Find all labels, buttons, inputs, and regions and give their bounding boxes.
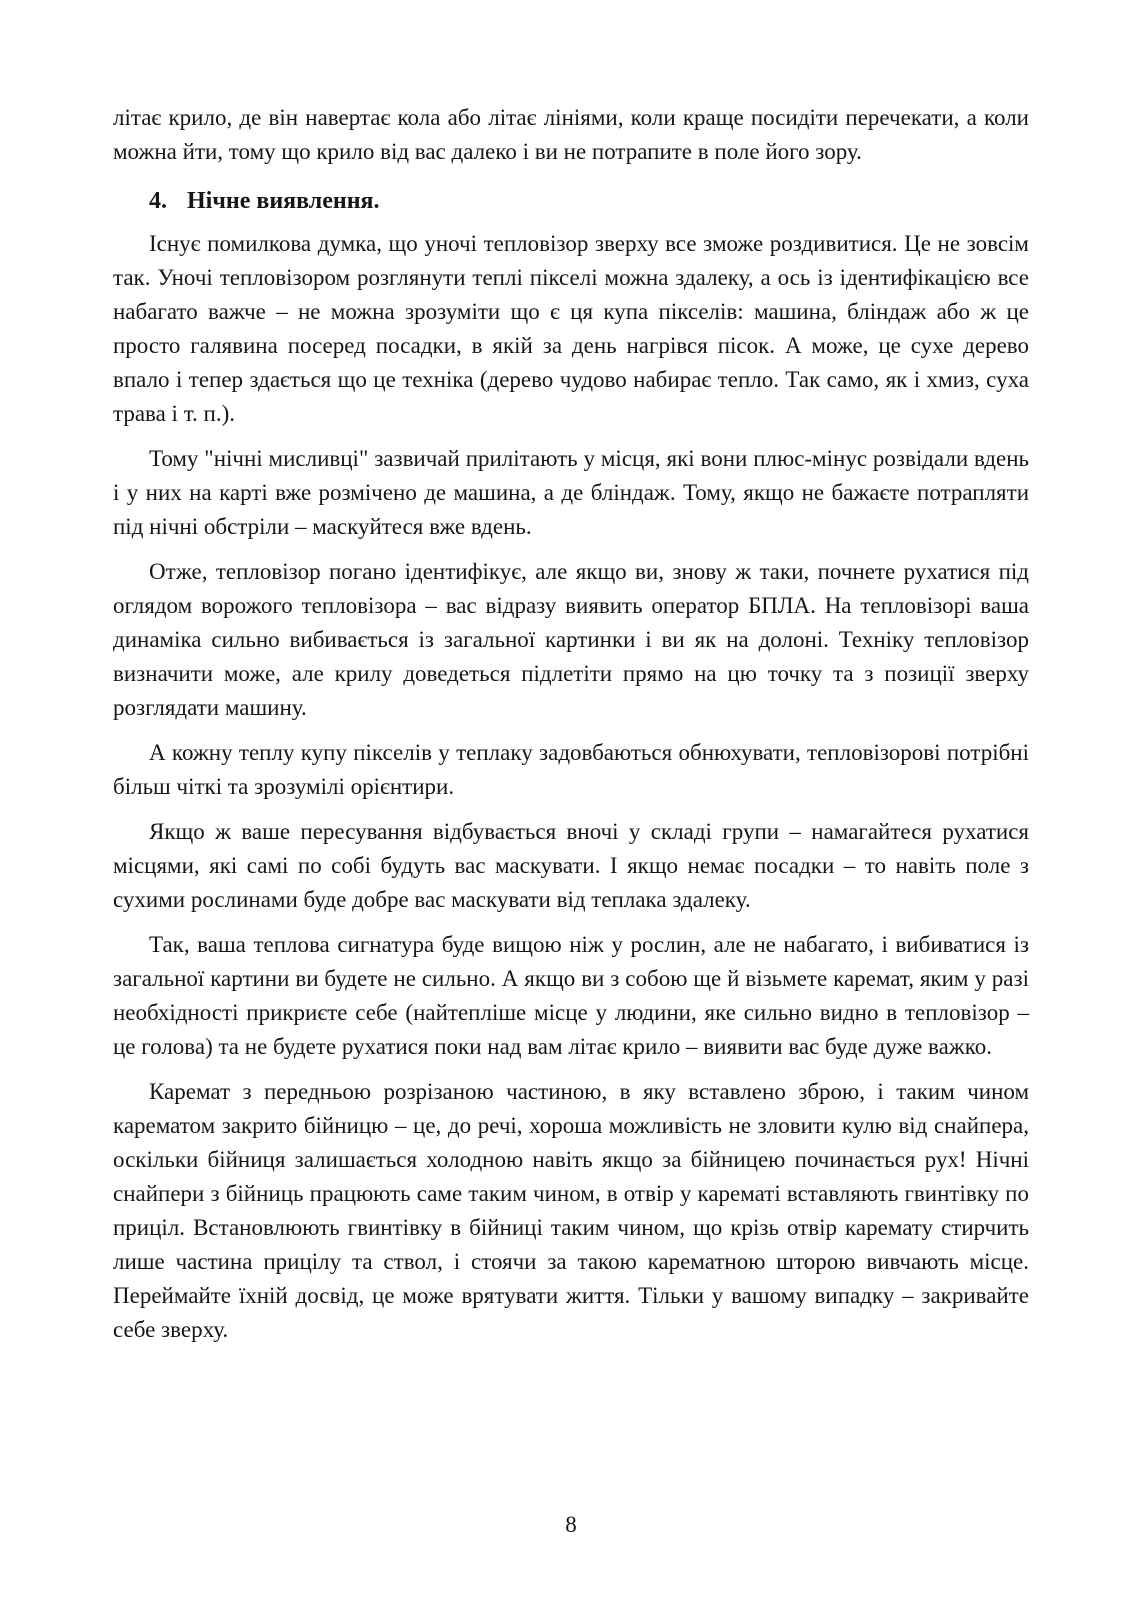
section-title: Нічне виявлення.	[187, 188, 380, 214]
paragraph: Якщо ж ваше пересування відбувається вночі у складі групи – намагайтеся рухатися місцями, які самі по собі будуть вас маскувати. І якщо немає посадки – то навіть поле з сухими рослинами буде добре вас маскувати від теплака здалеку.	[113, 819, 1029, 912]
paragraph: Існує помилкова думка, що уночі тепловізор зверху все зможе роздивитися. Це не зовсім так. Уночі тепловізором розглянути теплі пікселі можна здалеку, а ось із ідентифікацією все набагато важче – не можна зрозуміти що є ця купа пікселів: машина, бліндаж або ж це просто галявина посеред посадки, в якій за день нагрівся пісок. А може, це сухе дерево впало і тепер здається що це техніка (дерево чудово набирає тепло. Так само, як і хмиз, суха трава і т. п.).	[113, 231, 1029, 426]
section-heading	[113, 184, 1029, 218]
page-number: 8	[565, 1512, 577, 1537]
paragraph: А кожну теплу купу пікселів у теплаку задовбаються обнюхувати, тепловізорові потрібні більш чіткі та зрозумілі орієнтири.	[113, 740, 1029, 799]
paragraph-continuation: літає крило, де він навертає кола або літає лініями, коли краще посидіти перечекати, а коли можна йти, тому що крило від вас далеко і ви не потрапите в поле його зору.	[113, 105, 1029, 164]
text-block	[113, 101, 1029, 1358]
paragraph: Отже, тепловізор погано ідентифікує, але якщо ви, знову ж таки, почнете рухатися під оглядом ворожого тепловізора – вас відразу виявить оператор БПЛА. На тепловізорі ваша динаміка сильно вибивається із загальної картинки і ви як на долоні. Техніку тепловізор визначити може, але крилу доведеться підлетіти прямо на цю точку та з позиції зверху розглядати машину.	[113, 559, 1029, 720]
paragraph: Так, ваша теплова сигнатура буде вищою ніж у рослин, але не набагато, і вибиватися із загальної картини ви будете не сильно. А якщо ви з собою ще й візьмете каремат, яким у разі необхідності прикриєте себе (найтепліше місце у людини, яке сильно видно в тепловізор – це голова) та не будете рухатися поки над вам літає крило – виявити вас буде дуже важко.	[113, 932, 1029, 1059]
paragraph: Тому "нічні мисливці" зазвичай прилітають у місця, які вони плюс-мінус розвідали вдень і у них на карті вже розмічено де машина, а де бліндаж. Тому, якщо не бажаєте потрапляти під нічні обстріли – маскуйтеся вже вдень.	[113, 446, 1029, 539]
paragraph: Каремат з передньою розрізаною частиною, в яку вставлено зброю, і таким чином карематом закрито бійницю – це, до речі, хороша можливість не зловити кулю від снайпера, оскільки бійниця залишається холодною навіть якщо за бійницею починається рух! Нічні снайпери з бійниць працюють саме таким чином, в отвір у карематі вставляють гвинтівку по приціл. Встановлюють гвинтівку в бійниці таким чином, що крізь отвір каремату стирчить лише частина прицілу та ствол, і стоячи за такою карематною шторою вивчають місце. Переймайте їхній досвід, це може врятувати життя. Тільки у вашому випадку – закривайте себе зверху.	[113, 1079, 1029, 1342]
section-number: 4.	[149, 188, 167, 214]
